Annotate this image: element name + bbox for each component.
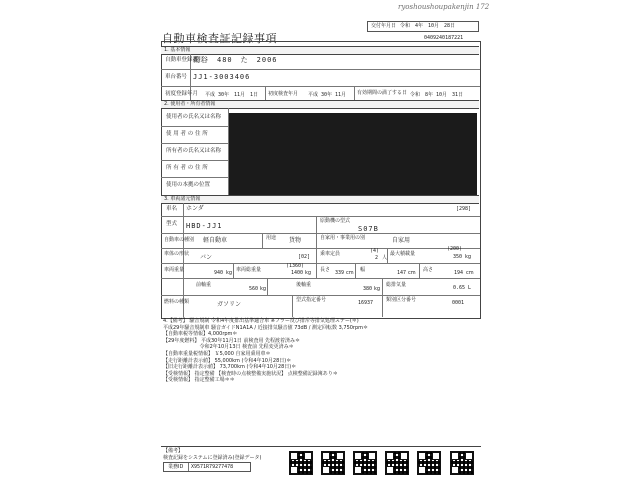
expiry-value: 令和 8年 10月 31日: [410, 92, 464, 98]
divider: [161, 216, 480, 217]
first-reg-value: 平成 30年 11月 1日: [205, 92, 259, 98]
note-line: 【旧走行距離計表示値】 73,700km (令和4年10月28日)＊: [163, 364, 297, 371]
redaction-block: [229, 113, 477, 195]
divider: [161, 126, 229, 127]
weight-unit: kg: [226, 270, 233, 276]
section-vehicle-spec: 3. 車両諸元情報: [161, 195, 479, 204]
purpose-value: 自家用: [392, 237, 411, 244]
divider: [161, 446, 481, 447]
weight-label: 車両重量: [164, 267, 185, 273]
maker-value: ホンダ: [186, 205, 204, 212]
qr-code: [289, 451, 313, 475]
section-owner-info: 2. 使用者・所有者情報: [161, 100, 479, 109]
inspection-label: 初度検査年月: [268, 91, 299, 97]
reg-number-value: 鵜谷 480 た 2006: [193, 56, 278, 64]
divider: [161, 160, 229, 161]
car-type-value: 軽自動車: [203, 237, 228, 244]
divider: [316, 248, 317, 263]
divider: [161, 278, 480, 279]
document-title: 自動車検査証記録事項: [162, 32, 277, 45]
body-label: 車体の形状: [164, 251, 190, 257]
capacity-paren: (4): [370, 248, 380, 254]
qr-code: [385, 451, 409, 475]
divider: [161, 263, 480, 264]
maker-code: [298]: [456, 206, 472, 212]
gross-value: 1400: [291, 270, 304, 276]
front-axle-label: 前軸重: [196, 282, 212, 288]
divider: [354, 86, 355, 100]
length-label: 長さ: [320, 267, 331, 273]
length-unit: cm: [346, 270, 354, 276]
purpose-label: 自家用・事業用の別: [320, 235, 366, 241]
height-value: 194: [454, 270, 464, 276]
footer-id-box: [163, 462, 251, 472]
issue-date-value: 令和 4年 10月 28日: [400, 23, 456, 29]
chassis-value: JJ1-3003406: [193, 73, 251, 81]
divider: [387, 248, 388, 263]
note-line: 【走行距離計表示値】 55,000km (令和4年10月28日)＊: [163, 357, 292, 364]
expiry-label: 有効期間の満了する日: [357, 90, 408, 96]
height-label: 高さ: [423, 267, 434, 273]
qr-code: [353, 451, 377, 475]
divider: [316, 216, 317, 233]
width-value: 147: [397, 270, 407, 276]
reg-number-label: 自動車登録番号: [165, 57, 204, 63]
footer-label: 【備考】: [163, 448, 184, 454]
qr-code: [417, 451, 441, 475]
note-line: 【29年度燃料】 平成30年11月1日 前検査用 先程渡着済み＊: [163, 337, 301, 344]
capacity-value: 2: [375, 255, 379, 261]
gross-paren: (1360): [286, 263, 305, 269]
handwritten-note: ryoshoushoupakenjin 172: [398, 3, 490, 11]
width-label: 幅: [360, 267, 366, 273]
note-line: 【受検情報】 指定整備工場＊＊: [163, 377, 235, 384]
inspection-value: 平成 30年 11月: [308, 92, 347, 98]
max-load-paren: (200): [447, 246, 463, 252]
body-value: バン: [200, 254, 213, 261]
max-load-unit: kg: [465, 254, 472, 260]
divider: [262, 233, 263, 248]
divider: [161, 233, 480, 234]
divider: [419, 263, 420, 278]
qr-code: [321, 451, 345, 475]
owner-address-label: 所 有 者 の 住 所: [166, 165, 208, 171]
engine-value: S07B: [358, 225, 379, 233]
owner-name-label: 所有者の氏名又は名称: [166, 148, 222, 154]
gross-label: 車両総重量: [236, 267, 262, 273]
weight-value: 940: [214, 270, 224, 276]
divider: [267, 278, 268, 295]
note-line: 令和2年10月13日 検査前 先程変更済み＊: [163, 344, 294, 351]
rear-axle-value: 380: [363, 286, 373, 292]
divider: [316, 263, 317, 278]
note-line: 平成29年騒音規制車 騒音ガイドN1A1A / 近接排気騒音値 73dB / 測定回転数 3,750rpm＊: [163, 324, 369, 331]
note-line: 【自動車重量税情報】 ￥5,000 自家用乗用車＊: [163, 350, 271, 357]
footer-id-value: X9571R79277478: [191, 464, 234, 470]
model-value: HBD-JJ1: [186, 222, 223, 230]
footer-id-label: 業務ID: [168, 464, 184, 470]
note-line: 4.【備考】 騒音規制 令和4年度排出基準適合車 ※フラー反び排斥等排気処理ステー(＊): [163, 318, 359, 324]
divider: [316, 233, 317, 248]
length-value: 339: [335, 270, 345, 276]
divider: [292, 295, 293, 317]
fuel-value: ガソリン: [217, 301, 242, 308]
gross-unit: kg: [305, 270, 312, 276]
maker-label: 車名: [166, 206, 178, 212]
capacity-unit: 人: [382, 255, 388, 261]
divider: [161, 143, 229, 144]
class-no-label: 類別区分番号: [386, 297, 417, 303]
model-label: 型式: [166, 221, 178, 227]
divider: [382, 278, 383, 295]
document-number: 0409240187221: [424, 35, 464, 41]
divider: [265, 86, 266, 100]
note-line: 【受検情報】 指定整備 【検査時の点検整備実施状況】 点検整備記録簿あり＊: [163, 370, 338, 377]
base-location-label: 使用の本拠の位置: [166, 182, 211, 188]
class-no-value: 0001: [452, 300, 465, 306]
fuel-label: 燃料の種類: [164, 299, 190, 305]
divider: [161, 177, 229, 178]
car-type-label: 自動車の種別: [164, 237, 195, 243]
footer-text: 検査記録をシステムに登録済み(登録データ): [163, 455, 262, 461]
model-cert-value: 16937: [358, 300, 374, 306]
front-axle-value: 560: [249, 286, 259, 292]
notes-block: [163, 318, 368, 384]
divider: [188, 463, 189, 471]
width-unit: cm: [408, 270, 416, 276]
front-axle-unit: kg: [260, 286, 267, 292]
displacement-label: 総排気量: [386, 282, 407, 288]
qr-code: [450, 451, 474, 475]
first-reg-label: 初度登録年月: [165, 91, 199, 97]
displacement-unit: L: [468, 285, 471, 291]
capacity-label: 乗車定員: [320, 251, 341, 257]
user-name-label: 使用者の氏名又は名称: [166, 114, 222, 120]
max-load-label: 最大積載量: [390, 251, 416, 257]
divider: [355, 263, 356, 278]
divider: [161, 86, 480, 87]
divider: [233, 263, 234, 278]
divider: [382, 295, 383, 317]
use-label: 用途: [266, 235, 277, 241]
user-address-label: 使 用 者 の 住 所: [166, 131, 208, 137]
divider: [161, 69, 480, 70]
issue-date-box: [367, 21, 479, 32]
rear-axle-unit: kg: [374, 286, 381, 292]
divider: [161, 248, 480, 249]
divider: [161, 295, 480, 296]
max-load-value: 350: [453, 254, 463, 260]
issue-date-label: 交付年月日: [371, 23, 397, 29]
displacement-value: 0.65: [453, 285, 466, 291]
engine-label: 原動機の型式: [320, 218, 351, 224]
chassis-label: 車台番号: [165, 74, 188, 80]
use-value: 貨物: [289, 237, 302, 244]
note-line: 【自動車税等情報】4,000rpm＊: [163, 331, 238, 338]
model-cert-label: 型式指定番号: [296, 297, 327, 303]
body-code: [02]: [298, 254, 311, 260]
rear-axle-label: 後軸重: [296, 282, 312, 288]
section-basic-info: 1. 基本情報: [161, 46, 479, 55]
height-unit: cm: [466, 270, 474, 276]
